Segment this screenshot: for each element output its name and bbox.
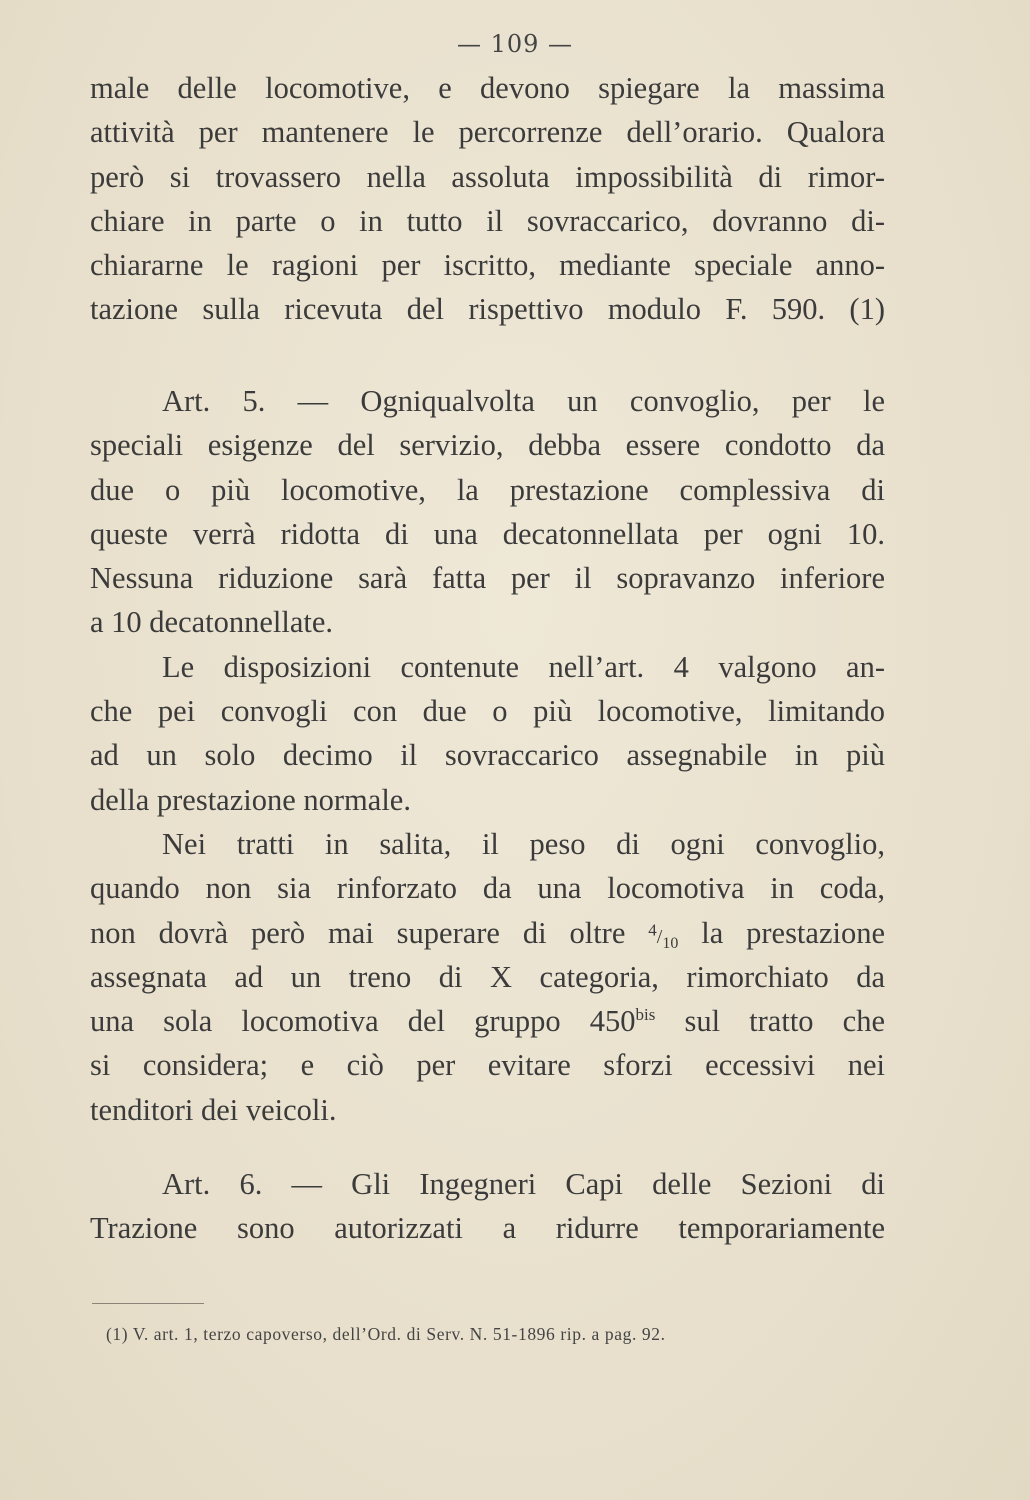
text-segment: non dovrà però mai superare di oltre	[90, 915, 626, 950]
text-segment: la prestazione	[701, 915, 885, 950]
article-5	[90, 379, 885, 1132]
text-line: chiare in parte o in tutto il sovraccarico, dovranno di-	[90, 203, 885, 238]
text-line: attività per mantenere le percorrenze dell’orario. Qualora	[90, 115, 885, 150]
text-line: ad un solo decimo il sovraccarico assegnabile in più	[90, 738, 885, 773]
text-line: Nei tratti in salita, il peso di ogni convoglio,	[162, 826, 885, 861]
footnote-divider	[92, 1303, 204, 1304]
footnote: (1) V. art. 1, terzo capoverso, dell’Ord. di Serv. N. 51-1896 rip. a pag. 92.	[106, 1324, 666, 1344]
text-line: quando non sia rinforzato da una locomotiva in coda,	[90, 871, 885, 906]
page-number: — 109 —	[456, 30, 574, 58]
fraction: $^4/_{10}$	[648, 919, 679, 952]
paragraph-continuation	[90, 66, 885, 332]
text-line: assegnata ad un treno di X categoria, rimorchiato da	[90, 959, 885, 994]
article-6	[90, 1162, 885, 1251]
text-line: tenditori dei veicoli.	[90, 1092, 337, 1127]
article-heading-line: Art. 5. — Ogniqualvolta un convoglio, per le	[162, 384, 885, 418]
text-line: queste verrà ridotta di una decatonnellata per ogni 10.	[90, 516, 885, 551]
text-line: tazione sulla ricevuta del rispettivo modulo F. 590. (1)	[90, 292, 885, 327]
text-line: si considera; e ciò per evitare sforzi eccessivi nei	[90, 1048, 885, 1083]
text-line: a 10 decatonnellate.	[90, 605, 334, 640]
text-line: però si trovassero nella assoluta impossibilità di rimor-	[90, 159, 885, 194]
bis-superscript: bis	[635, 1005, 656, 1024]
text-line: Le disposizioni contenute nell’art. 4 valgono an-	[162, 649, 885, 684]
text-line: della prestazione normale.	[90, 782, 411, 817]
fraction-text-line	[90, 911, 885, 955]
text-line: due o più locomotive, la prestazione complessiva di	[90, 472, 885, 507]
text-line: Nessuna riduzione sarà fatta per il sopravanzo inferiore	[90, 561, 885, 596]
text-line: Trazione sono autorizzati a ridurre temporariamente	[90, 1211, 885, 1246]
fraction-denominator: 10	[662, 934, 679, 952]
text-line: che pei convogli con due o più locomotive, limitando	[90, 694, 885, 729]
text-segment: sul tratto che	[684, 1004, 885, 1039]
text-segment: una sola locomotiva del gruppo 450	[90, 1004, 636, 1039]
group-text-line	[90, 999, 885, 1043]
text-line: male delle locomotive, e devono spiegare la massima	[90, 71, 885, 105]
text-line: chiararne le ragioni per iscritto, mediante speciale anno-	[90, 248, 885, 283]
article-heading-line: Art. 6. — Gli Ingegneri Capi delle Sezioni di	[162, 1167, 885, 1201]
text-line: speciali esigenze del servizio, debba essere condotto da	[90, 428, 885, 463]
fraction-numerator: 4	[648, 919, 657, 939]
